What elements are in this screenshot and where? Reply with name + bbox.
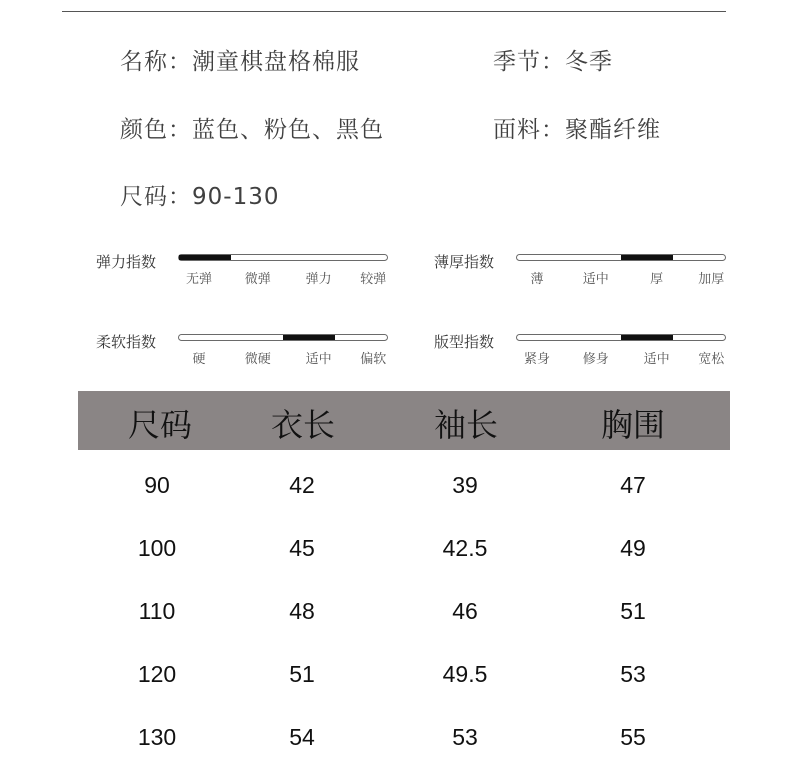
meter-label: 弹力 <box>305 272 332 287</box>
meter-label: 修身 <box>582 352 609 367</box>
cell-sleeve: 49.5 <box>442 661 488 687</box>
cell-size: 120 <box>137 661 177 687</box>
meter-title: 弹力指数 <box>96 253 157 271</box>
meter-thickness <box>434 251 734 291</box>
meter-title: 版型指数 <box>434 333 495 351</box>
meter-label: 厚 <box>650 272 664 287</box>
cell-chest: 53 <box>620 661 646 687</box>
header-length: 衣长 <box>270 406 336 444</box>
meter-elasticity <box>96 251 396 291</box>
meter-label: 硬 <box>192 352 206 367</box>
cell-length: 42 <box>289 472 315 498</box>
header-chest: 胸围 <box>600 406 666 444</box>
meter-track <box>516 334 726 341</box>
meter-label: 紧身 <box>523 352 551 367</box>
meter-track <box>516 254 726 261</box>
meter-labels <box>178 348 388 366</box>
cell-size: 100 <box>137 535 177 561</box>
meter-label: 偏软 <box>360 352 387 367</box>
meter-fill <box>179 255 231 260</box>
meter-track <box>178 254 388 261</box>
product-size-range: 尺码：90-130 <box>120 184 280 210</box>
meter-label: 无弹 <box>185 272 213 287</box>
cell-sleeve: 53 <box>452 724 478 750</box>
cell-length: 48 <box>289 598 315 624</box>
meter-labels <box>516 348 726 366</box>
cell-chest: 47 <box>620 472 646 498</box>
cell-length: 45 <box>289 535 315 561</box>
meter-fill <box>621 255 673 260</box>
size-table-header <box>78 391 730 450</box>
header-size: 尺码 <box>127 406 193 444</box>
header-sleeve: 袖长 <box>433 406 499 444</box>
meter-label: 适中 <box>643 352 670 367</box>
table-row <box>0 724 790 764</box>
meter-fill <box>621 335 673 340</box>
cell-length: 51 <box>289 661 315 687</box>
meter-label: 较弹 <box>360 272 387 287</box>
meter-label: 微硬 <box>244 352 271 367</box>
product-fabric: 面料：聚酯纤维 <box>493 117 661 143</box>
meter-label: 宽松 <box>698 352 725 367</box>
cell-chest: 55 <box>620 724 646 750</box>
cell-chest: 51 <box>620 598 646 624</box>
table-row <box>0 535 790 575</box>
cell-chest: 49 <box>620 535 646 561</box>
meter-label: 微弹 <box>244 272 271 287</box>
table-row <box>0 661 790 701</box>
product-name: 名称：潮童棋盘格棉服 <box>120 49 360 75</box>
cell-size: 110 <box>138 598 176 624</box>
meter-softness <box>96 331 396 371</box>
meter-title: 薄厚指数 <box>434 253 495 271</box>
cell-length: 54 <box>289 724 315 750</box>
meter-track <box>178 334 388 341</box>
meter-label: 加厚 <box>698 272 725 287</box>
table-row <box>0 598 790 638</box>
table-row <box>0 472 790 512</box>
product-color: 颜色：蓝色、粉色、黑色 <box>120 117 384 143</box>
cell-sleeve: 46 <box>452 598 478 624</box>
meter-labels <box>516 268 726 286</box>
meter-fill <box>283 335 335 340</box>
meter-label: 适中 <box>582 272 609 287</box>
meter-fit <box>434 331 734 371</box>
top-divider <box>62 11 726 12</box>
cell-size: 130 <box>137 724 177 750</box>
meter-labels <box>178 268 388 286</box>
cell-size: 90 <box>144 472 170 498</box>
cell-sleeve: 42.5 <box>442 535 488 561</box>
meter-title: 柔软指数 <box>96 333 157 351</box>
cell-sleeve: 39 <box>452 472 478 498</box>
meter-label: 适中 <box>305 352 332 367</box>
product-season: 季节：冬季 <box>493 49 613 75</box>
meter-label: 薄 <box>530 272 544 287</box>
